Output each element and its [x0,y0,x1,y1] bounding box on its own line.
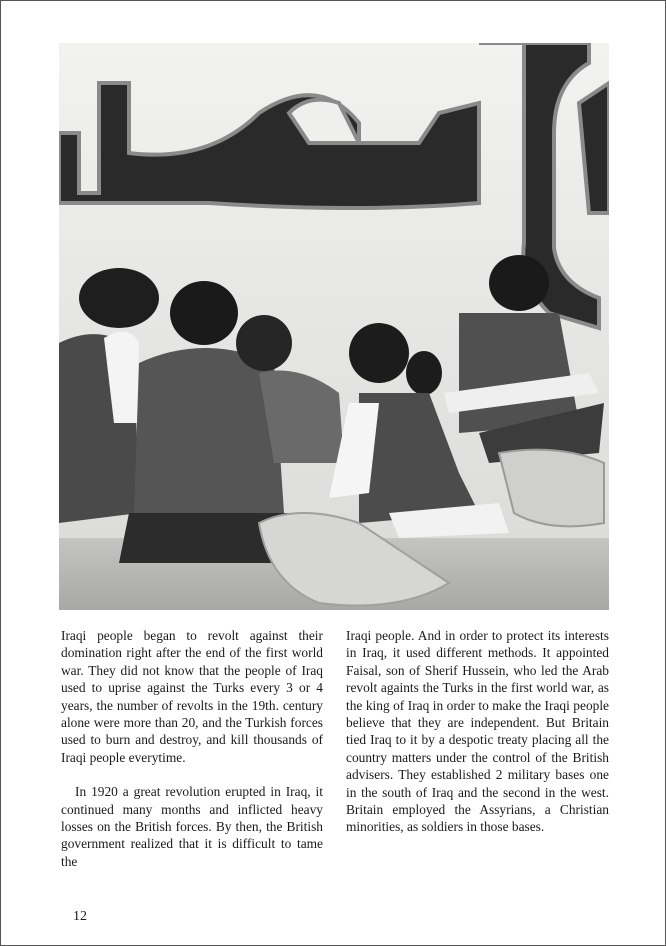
paragraph: In 1920 a great revolution erupted in Iraq, it continued many months and inflicted heavy losses on the British forces. By then, the British government realized that it is difficult to tame the [61,784,323,869]
page-number: 12 [73,909,87,924]
text-column-left [61,627,323,870]
photo-schoolgirls-reading [59,43,609,610]
paragraph: Iraqi people began to revolt against their domination right after the end of the first world war. They did not know that the people of Iraq used to uprise against the Turks every 3 or 4 years, the number of revolts in the 19th. century alone were more than 20, and the Turkish forces used to burn and destroy, and kill thousands of Iraqi people everytime. [61,628,323,765]
paragraph: Iraqi people. And in order to protect its interests in Iraq, it used different methods. It appointed Faisal, son of Sherif Hussein, who led the Arab revolt againts the Turks in the first world war, as the king of Iraq in order to make the Iraqi people believe that they are independent. But Britain tied Iraq to it by a despotic treaty placing all the country matters under the control of the British advisers. They established 2 military bases one in the south of Iraq and the second in the west. Britain employed the Assyrians, a Christian minorities, as soldiers in those bases. [346,628,609,835]
text-column-right [346,627,609,836]
